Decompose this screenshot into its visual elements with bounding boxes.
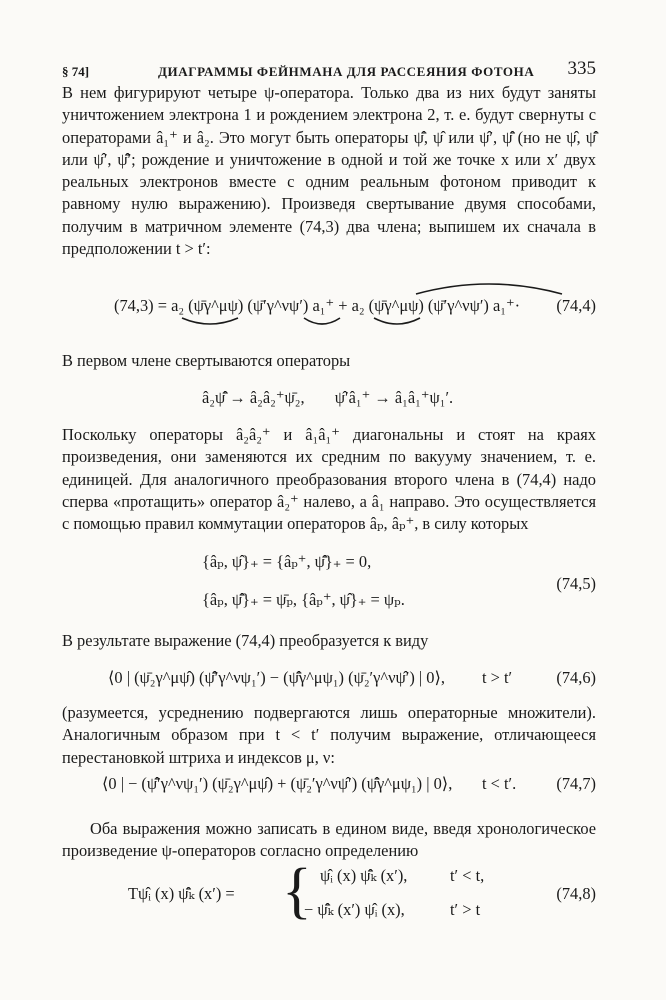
paragraph-4: В результате выражение (74,4) преобразуется к виду	[62, 631, 429, 650]
paragraph-5: (разумеется, усреднению подвергаются лишь операторные множители). Аналогичным образом при t < t′ получим выражение, отличающееся перестановкой штриха и индексов μ, ν:	[62, 703, 596, 767]
contraction-bracket-3	[372, 316, 422, 330]
case-1: ψ̂ᵢ (x) ψ̄̂ₖ (x′),	[320, 866, 408, 885]
equation-number: (74,7)	[556, 774, 596, 793]
case-2: − ψ̄̂ₖ (x′) ψ̂ᵢ (x),	[304, 900, 405, 919]
equation-74-6	[62, 664, 596, 694]
contraction-bracket-1	[180, 316, 240, 330]
equation-74-4	[62, 292, 596, 322]
chapter-title: ДИАГРАММЫ ФЕЙНМАНА ДЛЯ РАССЕЯНИЯ ФОТОНА	[158, 64, 535, 79]
eq-term1: a₂ (ψ̄γ^μψ) (ψ̄′γ^νψ′) a₁⁺	[171, 296, 335, 315]
equation-74-5	[62, 552, 596, 622]
eq-condition: t < t′.	[482, 774, 517, 793]
equation-74-8	[62, 857, 596, 926]
contraction-right: ψ̂′â₁⁺ → â₁â₁⁺ψ₁′.	[334, 388, 454, 407]
equation-number: (74,5)	[556, 574, 596, 593]
paragraph-6: Оба выражения можно записать в едином виде, введя хронологическое произведение ψ-операторов согласно определению	[62, 819, 596, 861]
contraction-left: â₂ψ̄̂ → â₂â₂⁺ψ̄₂,	[202, 388, 305, 407]
eq-lhs: (74,3) =	[114, 296, 167, 315]
contraction-equation	[62, 384, 596, 414]
paragraph-1: В нем фигурируют четыре ψ-оператора. Только два из них будут заняты уничтожением электрона 1 и рождением электрона 2, т. е. будут свернуты с операторами â₁⁺ и â₂. Это могут быть операторы ψ̄̂, ψ̂ или ψ̂′, ψ̄̂ (но не ψ̂, ψ̄̂ или ψ̂′, ψ̄̂′; рождение и уничтожение в одной и той же точке x или x′ двух реальных электронов вместе с одним реальным фотоном приводит к равному нулю выражению). Произведя свертывание двумя способами, получим в матричном элементе (74,3) два члена; выпишем их сначала в предположении t > t′:	[62, 83, 596, 259]
eq-lhs: Tψ̂ᵢ (x) ψ̄̂ₖ (x′) =	[128, 884, 235, 903]
eq-plus: +	[338, 296, 348, 315]
paragraph-2: В первом члене свертываются операторы	[62, 351, 351, 370]
commutation-line-1: {âₚ, ψ̂}₊ = {âₚ⁺, ψ̄̂}₊ = 0,	[202, 552, 372, 571]
eq-body: ⟨0 | − (ψ̄̂′γ^νψ₁′) (ψ̄₂γ^μψ̂) + (ψ̄₂′γ^νψ̂′) (ψ̄̂γ^μψ₁) | 0⟩,	[102, 774, 453, 793]
commutation-line-2: {âₚ, ψ̄̂}₊ = ψ̄ₚ, {âₚ⁺, ψ̂}₊ = ψₚ.	[202, 590, 405, 609]
equation-number: (74,8)	[556, 884, 596, 903]
eq-term2: a₂ (ψ̄γ^μψ) (ψ̄′γ^νψ′) a₁⁺·	[351, 296, 521, 315]
contraction-bracket-2	[302, 316, 342, 330]
case-1-condition: t′ < t,	[450, 866, 485, 885]
equation-74-7	[62, 770, 596, 800]
section-marker: § 74]	[62, 64, 90, 79]
eq-condition: t > t′	[482, 668, 513, 687]
equation-number: (74,6)	[556, 668, 596, 687]
case-2-condition: t′ > t	[450, 900, 481, 919]
contraction-arc-top	[414, 280, 564, 296]
case-brace: {	[282, 857, 312, 925]
eq-body: ⟨0 | (ψ̄₂γ^μψ̂) (ψ̄̂′γ^νψ₁′) − (ψ̄̂γ^μψ₁) (ψ̄₂′γ^νψ̂′) | 0⟩,	[108, 668, 445, 687]
paragraph-3: Поскольку операторы â₂â₂⁺ и â₁â₁⁺ диагональны и стоят на краях произведения, они заменяются их средним по вакууму значением, т. е. единицей. Для аналогичного преобразования второго члена в (74,4) надо сперва «протащить» оператор â₂⁺ налево, а â₁ направо. Это осуществляется с помощью правил коммутации операторов âₚ, âₚ⁺, в силу которых	[62, 425, 596, 534]
page-number: 335	[567, 58, 596, 79]
equation-number: (74,4)	[556, 296, 596, 315]
